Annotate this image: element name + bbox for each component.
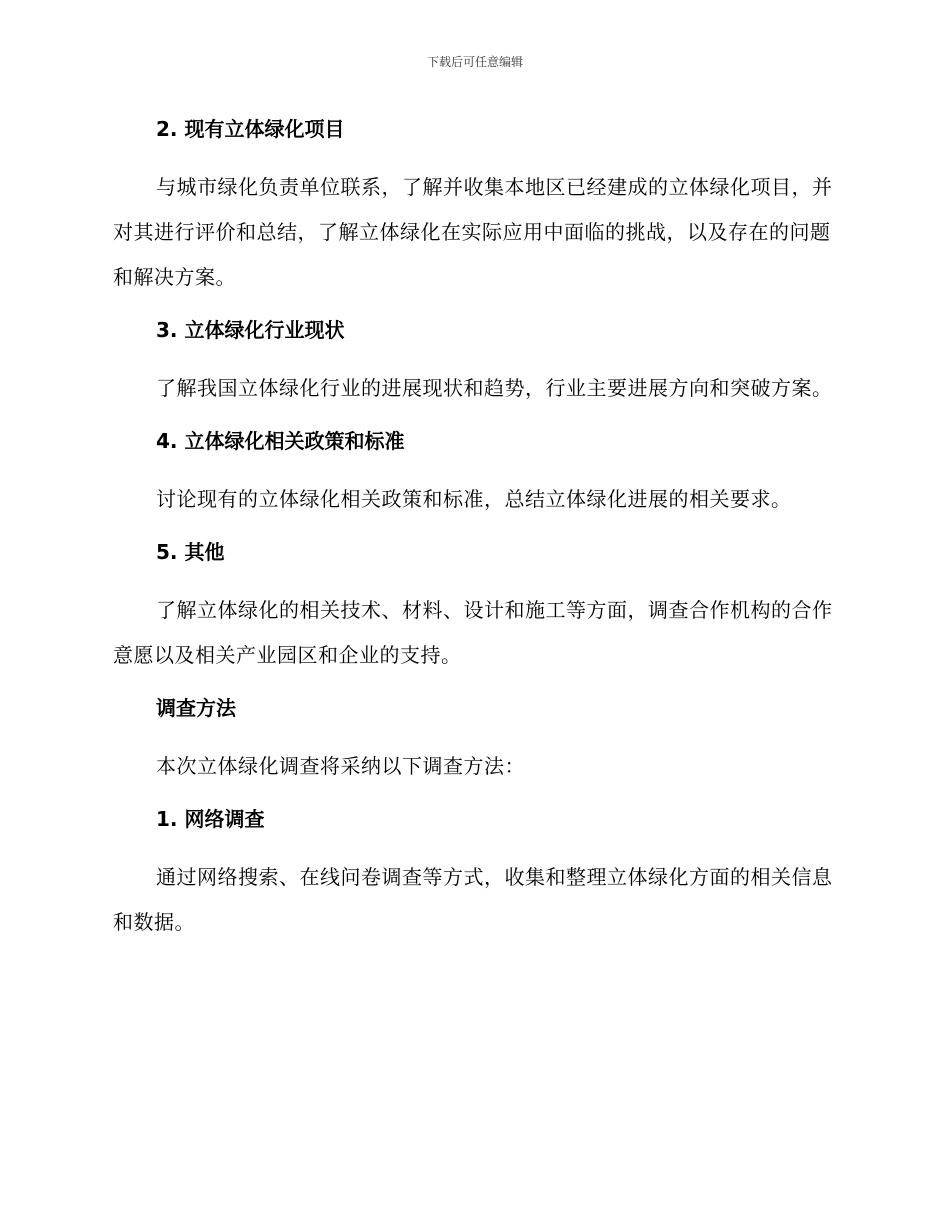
section-heading: 5. 其他 (156, 540, 225, 564)
section-heading: 4. 立体绿化相关政策和标准 (156, 429, 405, 453)
page-header: 下载后可任意编辑 (426, 55, 523, 69)
section-heading: 2. 现有立体绿化项目 (156, 117, 345, 141)
section-paragraph: 了解我国立体绿化行业的进展现状和趋势，行业主要进展方向和突破方案。 (156, 376, 833, 400)
section-other (113, 534, 833, 690)
section-survey-methods (113, 690, 833, 801)
section-industry-status (113, 312, 833, 423)
section-heading: 1. 网络调查 (156, 807, 265, 831)
section-paragraph: 了解立体绿化的相关技术、材料、设计和施工等方面，调查合作机构的合作意愿以及相关产业园区和企业的支持。 (113, 598, 833, 667)
section-heading: 3. 立体绿化行业现状 (156, 318, 345, 342)
section-online-survey (113, 801, 833, 945)
section-paragraph: 与城市绿化负责单位联系，了解并收集本地区已经建成的立体绿化项目，并对其进行评价和总结，了解立体绿化在实际应用中面临的挑战，以及存在的问题和解决方案。 (113, 175, 833, 289)
section-paragraph: 讨论现有的立体绿化相关政策和标准，总结立体绿化进展的相关要求。 (156, 487, 792, 511)
section-heading: 调查方法 (156, 696, 236, 720)
section-paragraph: 通过网络搜索、在线问卷调查等方式，收集和整理立体绿化方面的相关信息和数据。 (113, 865, 833, 934)
document-body (113, 111, 833, 945)
section-policies-standards (113, 423, 833, 534)
section-paragraph: 本次立体绿化调查将采纳以下调查方法： (156, 754, 525, 778)
section-existing-projects (113, 111, 833, 312)
